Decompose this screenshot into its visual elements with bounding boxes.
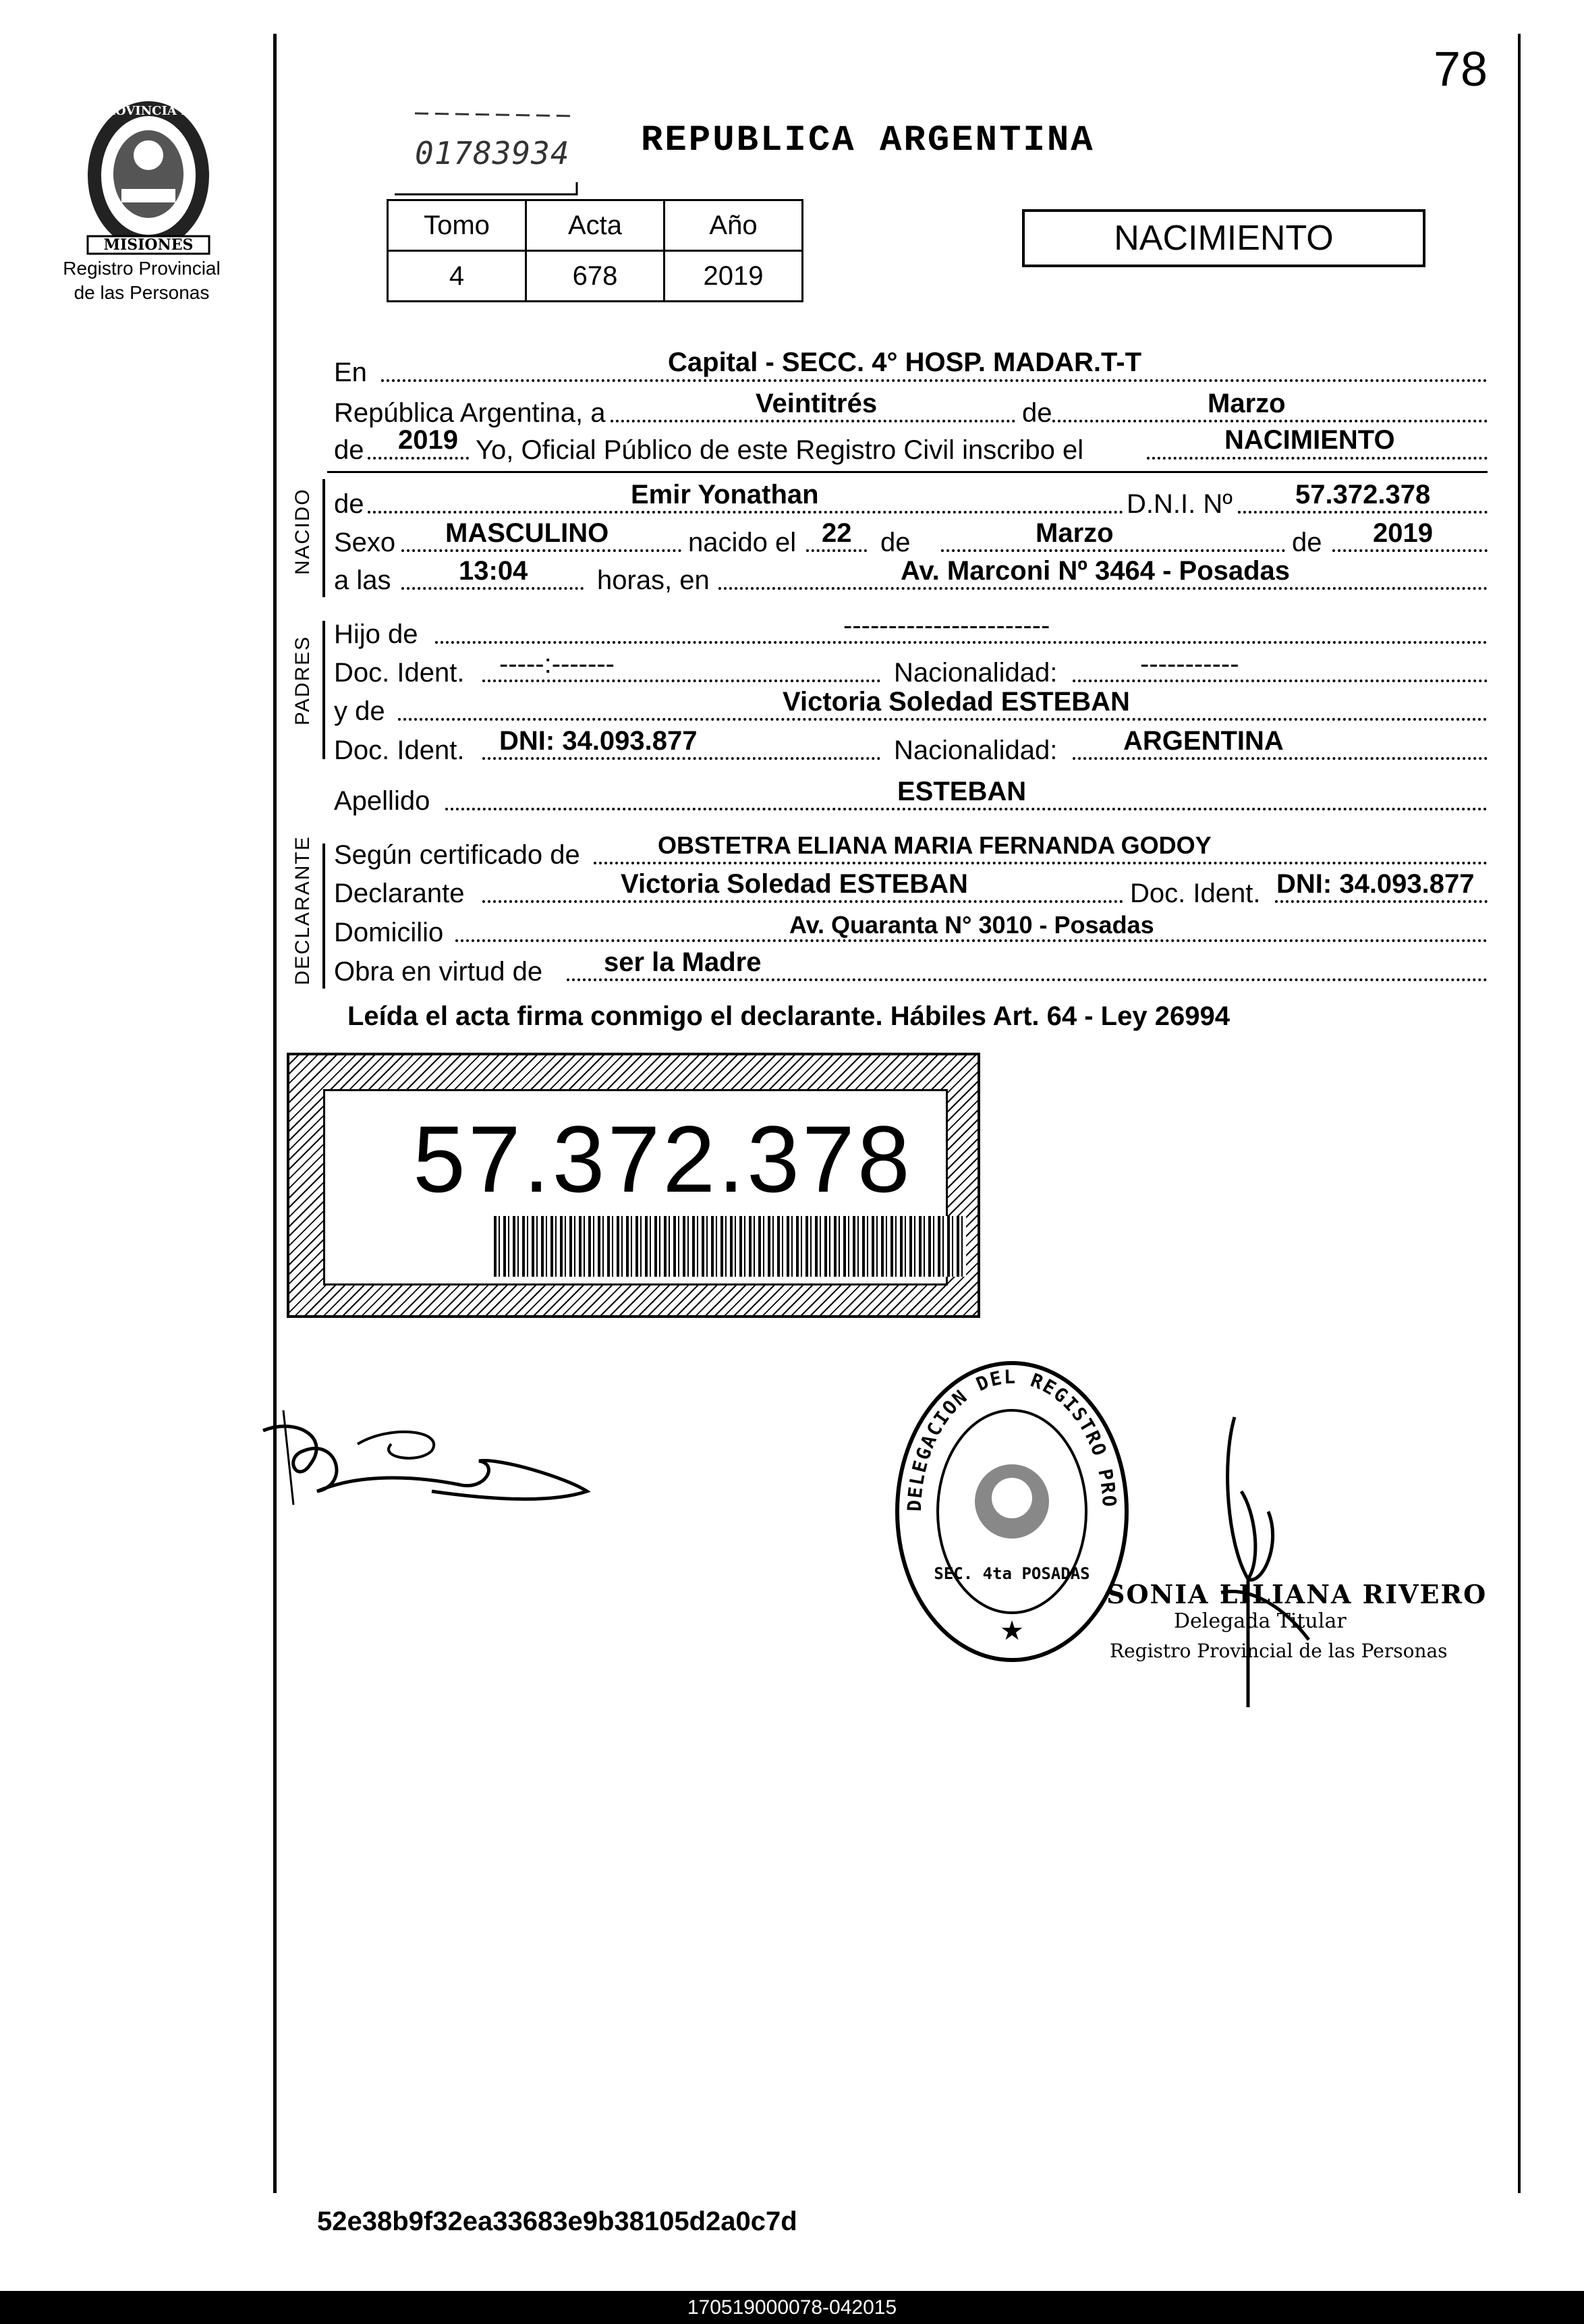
section-divider [327,471,1488,473]
label-y-de: y de [334,696,385,726]
side-label-declarante: DECLARANTE [291,835,314,985]
label-doc-ident-2: Doc. Ident. [334,736,465,765]
declarante-bracket [322,843,325,989]
dotted-line [482,757,880,760]
page-number: 78 [1434,43,1488,96]
value-sexo: MASCULINO [445,518,609,548]
dotted-line [368,511,1123,514]
nacido-bracket [322,479,325,597]
left-margin-line [273,34,277,2193]
tomo-value: 4 [388,251,526,302]
dotted-line [567,978,1488,981]
dotted-line [1238,511,1488,514]
dotted-line [594,862,1488,864]
padres-bracket [322,621,325,759]
value-madre-nac: ARGENTINA [1123,726,1284,756]
side-label-nacido: NACIDO [291,488,314,575]
logo-text-top: PROVINCIA DE [96,104,201,118]
dotted-line [445,808,1488,810]
label-doc-ident-1: Doc. Ident. [334,658,465,688]
dotted-line [435,641,1488,644]
dotted-line [1073,757,1488,760]
document-hash: 52e38b9f32ea33683e9b38105d2a0c7d [317,2207,797,2236]
closing-statement: Leída el acta firma conmigo el declarante. Hábiles Art. 64 - Ley 26994 [347,1001,1230,1031]
dotted-line [941,549,1285,552]
dotted-line [381,379,1488,382]
value-lugar-nac: Av. Marconi Nº 3464 - Posadas [901,556,1291,586]
dotted-line [611,420,1015,422]
dotted-line [1073,680,1488,682]
dotted-line [1147,457,1488,460]
official-signature [1201,1410,1336,1714]
signer-title: Delegada Titular [1174,1609,1347,1633]
value-padre: ----------------------- [843,611,1050,640]
right-margin-line [1518,34,1521,2193]
label-apellido: Apellido [334,786,430,816]
value-certificado: OBSTETRA ELIANA MARIA FERNANDA GODOY [658,831,1212,859]
label-de-4: de [880,528,911,557]
dni-card-number: 57.372.378 [413,1106,913,1212]
dotted-line [401,549,681,552]
value-declarante-doc: DNI: 34.093.877 [1276,869,1475,899]
dotted-line [482,900,1123,903]
seal-outer-text: DELEGACION DEL REGISTRO PRO [903,1365,1121,1512]
value-hora: 13:04 [459,556,528,586]
label-declarante: Declarante [334,879,465,908]
tomo-header: Tomo [388,200,526,251]
label-dni: D.N.I. Nº [1127,489,1233,519]
anio-value: 2019 [664,251,803,302]
value-padre-nac: ----------- [1140,649,1239,679]
value-dni: 57.372.378 [1295,480,1431,509]
value-domicilio: Av. Quaranta N° 3010 - Posadas [789,911,1154,939]
label-sexo: Sexo [334,528,396,557]
dotted-line [1275,900,1488,903]
value-lugar: Capital - SECC. 4° HOSP. MADAR.T-T [668,348,1142,377]
tomo-acta-table [387,199,803,302]
registry-logo [74,94,223,256]
label-de-5: de [1292,528,1322,557]
dotted-line [806,549,867,552]
footer-code: 170519000078-042015 [0,2291,1584,2324]
official-seal [890,1356,1133,1667]
declarant-signature [256,1390,607,1512]
side-label-padres: PADRES [291,635,314,725]
value-mes-nac: Marzo [1036,518,1114,548]
value-anio: 2019 [398,425,458,455]
value-obra: ser la Madre [604,947,762,977]
serial-stamp-underline [381,108,584,202]
value-apellido: ESTEBAN [897,777,1027,806]
dotted-line [398,718,1488,721]
label-doc-ident-3: Doc. Ident. [1130,879,1261,908]
value-nombre: Emir Yonathan [631,480,819,509]
barcode [494,1216,966,1277]
dotted-line [1052,420,1488,422]
label-horas-en: horas, en [597,565,710,595]
value-acto: NACIMIENTO [1224,425,1395,455]
acta-header: Acta [526,200,664,251]
label-de-2: de [334,435,364,465]
label-yo: Yo, Oficial Público de este Registro Civil inscribo el [476,435,1084,465]
acta-value: 678 [526,251,664,302]
caption-line-2: de las Personas [74,282,210,303]
dotted-line [401,587,584,590]
record-type-box: NACIMIENTO [1022,209,1425,267]
label-nacido-el: nacido el [688,528,797,557]
label-domicilio: Domicilio [334,918,444,947]
svg-text:★: ★ [1000,1615,1024,1647]
label-en: En [334,358,367,387]
anio-header: Año [664,200,803,251]
label-segun: Según certificado de [334,840,580,870]
dotted-line [455,939,1488,942]
label-de-3: de [334,489,364,519]
dotted-line [368,457,469,460]
country-title: REPUBLICA ARGENTINA [641,120,1095,161]
label-de-1: de [1022,398,1052,428]
caption-line-1: Registro Provincial [63,258,221,279]
dni-label-card [287,1053,980,1318]
label-obra: Obra en virtud de [334,957,543,987]
value-anio-nac: 2019 [1373,518,1433,548]
dotted-line [718,587,1488,590]
signer-office: Registro Provincial de las Personas [1110,1640,1448,1662]
value-dia-texto: Veintitrés [756,389,878,418]
dotted-line [482,680,880,682]
signer-name: SONIA LILIANA RIVERO [1106,1579,1488,1609]
label-a-las: a las [334,565,391,595]
serial-number: 01783934 [415,135,570,171]
value-declarante: Victoria Soledad ESTEBAN [621,869,968,899]
value-madre-doc: DNI: 34.093.877 [499,726,698,756]
value-madre: Victoria Soledad ESTEBAN [783,687,1130,717]
logo-text-bottom: MISIONES [103,236,194,254]
seal-inner-text: SEC. 4ta POSADAS [934,1564,1090,1583]
label-hijo-de: Hijo de [334,619,418,649]
value-mes-texto: Marzo [1208,389,1286,418]
registry-caption [40,256,243,305]
dni-card-inner [323,1089,948,1285]
dotted-line [1332,549,1488,552]
label-nacionalidad-1: Nacionalidad: [894,658,1058,688]
label-republica: República Argentina, a [334,398,606,428]
label-nacionalidad-2: Nacionalidad: [894,736,1058,765]
value-padre-doc: -----:------- [499,649,615,679]
value-dia-nac: 22 [822,518,852,548]
